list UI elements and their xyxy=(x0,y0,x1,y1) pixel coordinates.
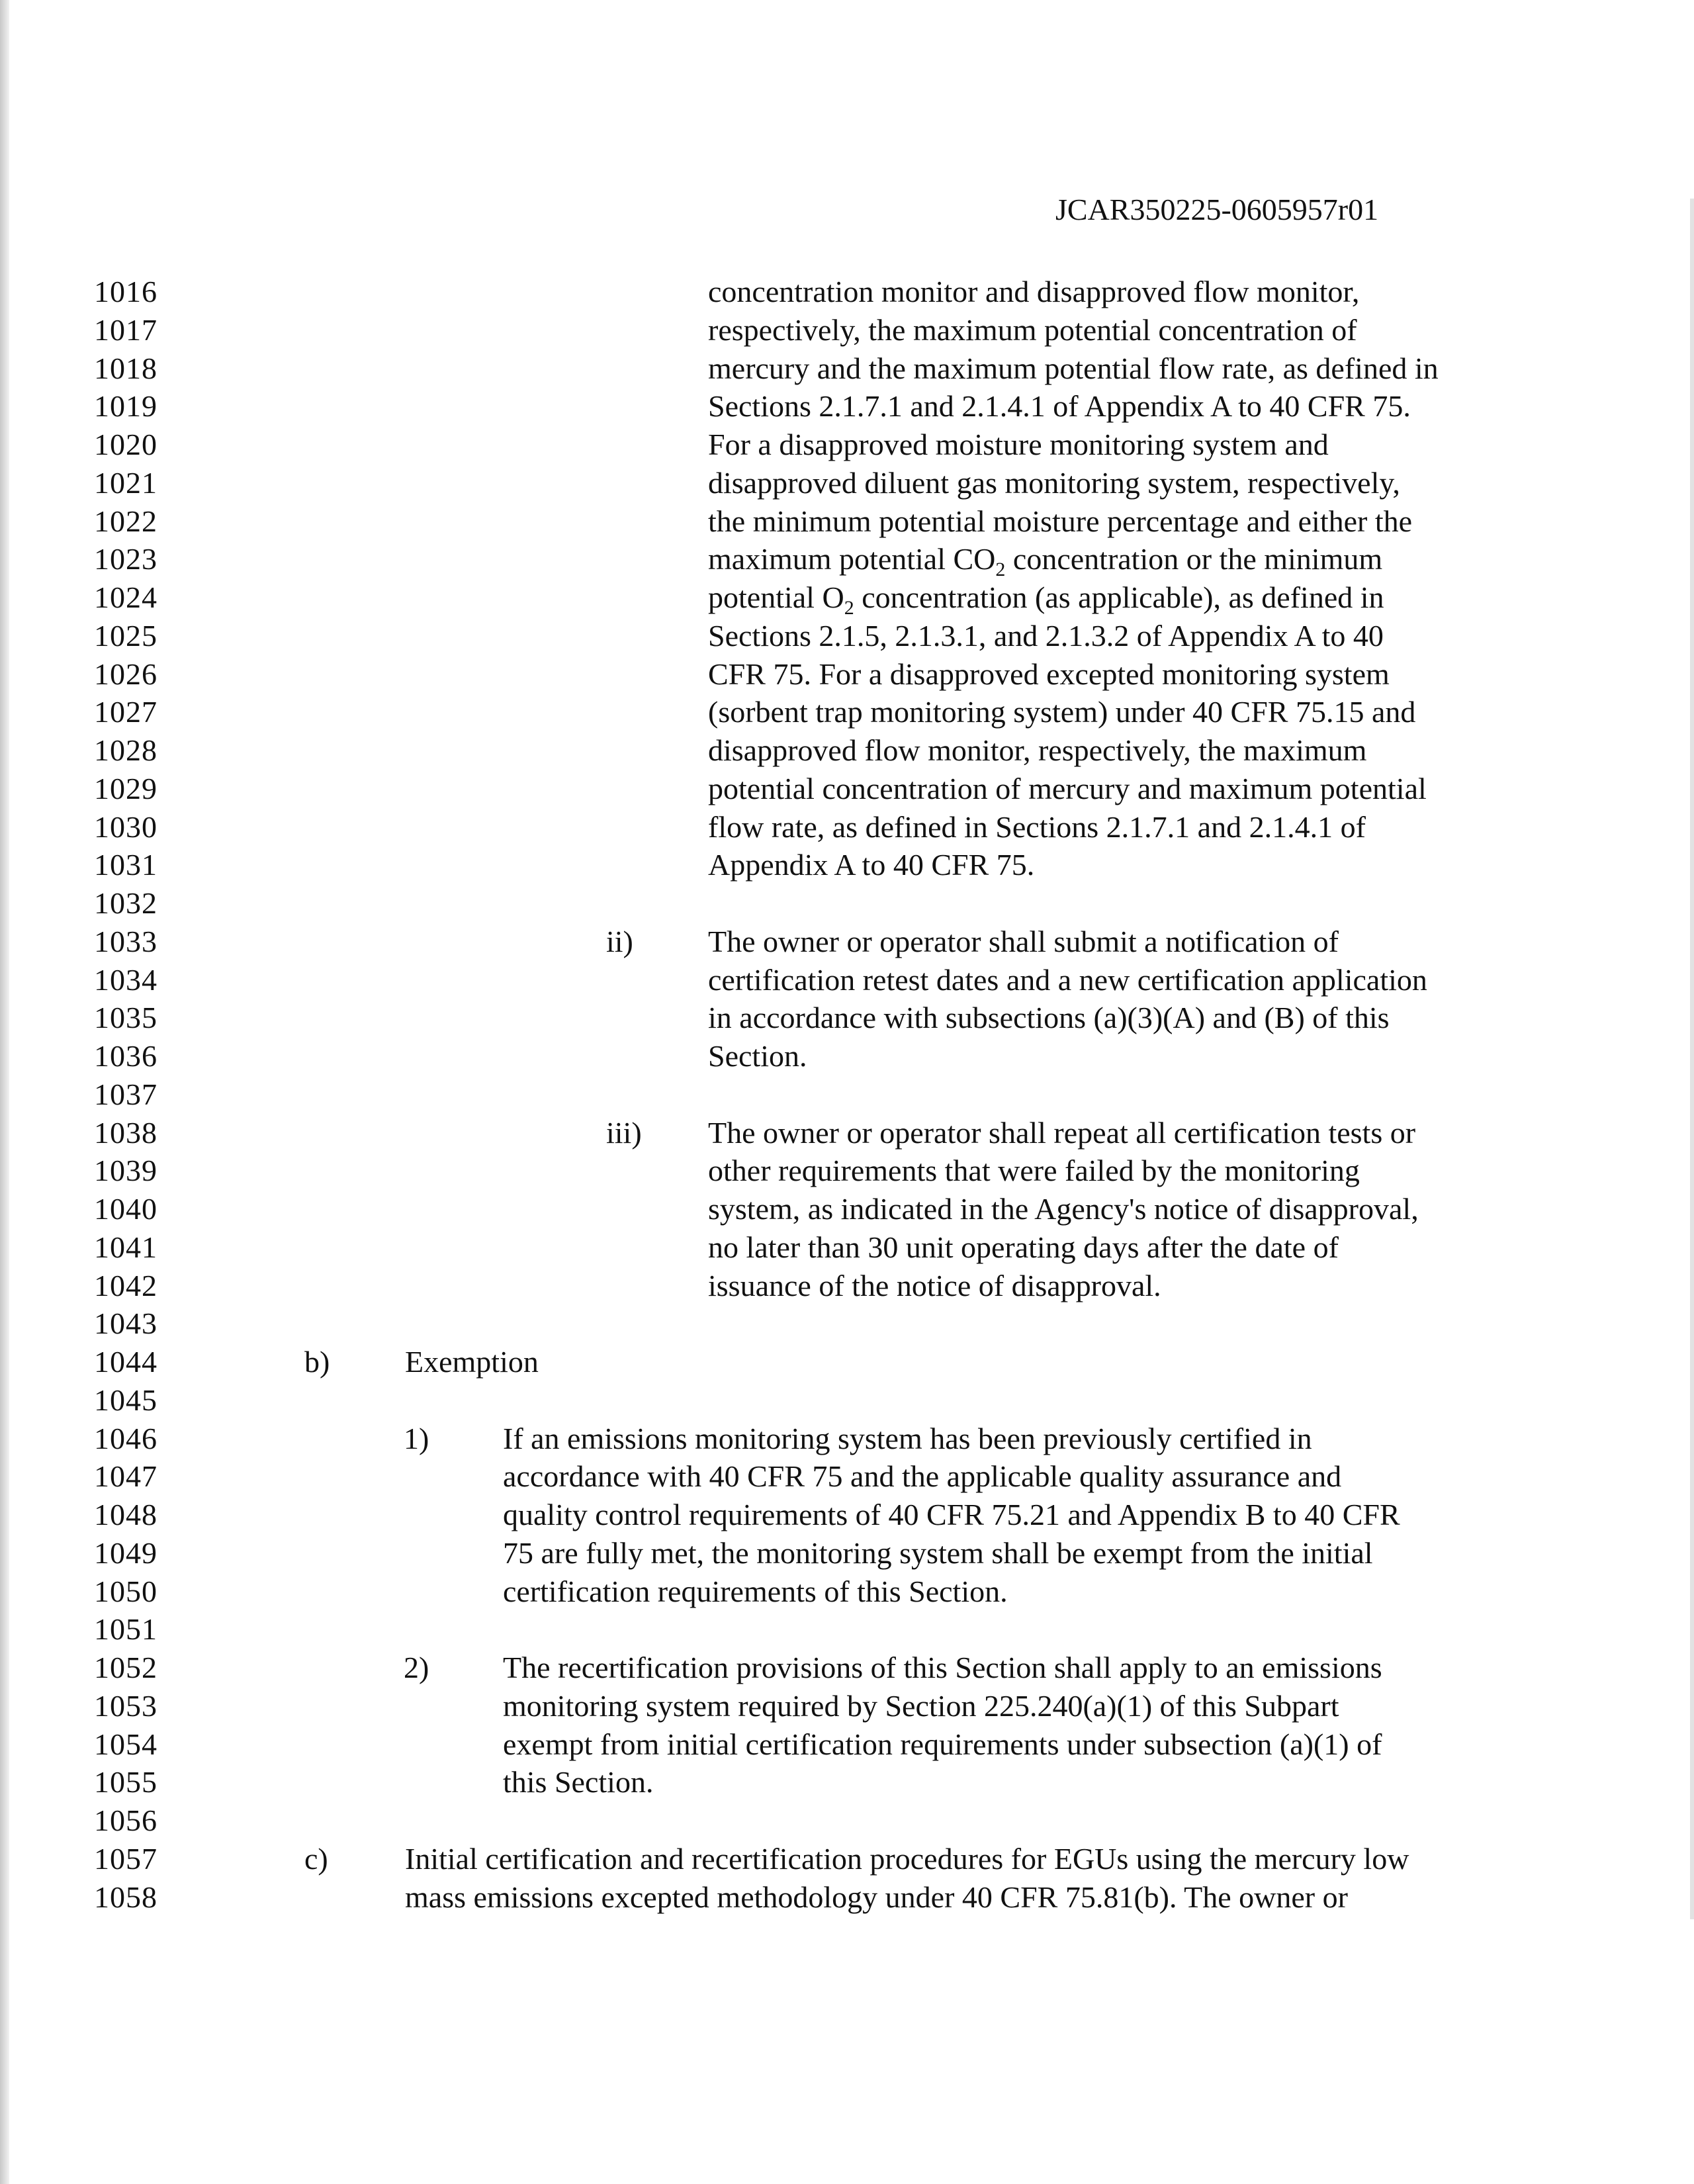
line-text-part: potential O xyxy=(708,580,844,614)
line-number: 1057 xyxy=(94,1841,157,1876)
line-number: 1017 xyxy=(94,312,157,347)
line-text: If an emissions monitoring system has been previously certified in xyxy=(503,1421,1312,1455)
document-line xyxy=(0,464,1694,502)
line-text: Initial certification and recertification procedures for EGUs using the mercury low xyxy=(405,1841,1409,1876)
item-label: c) xyxy=(304,1841,328,1876)
line-number: 1035 xyxy=(94,1001,157,1035)
line-number: 1048 xyxy=(94,1498,157,1531)
line-number: 1054 xyxy=(94,1727,157,1761)
line-number: 1031 xyxy=(94,848,157,882)
line-text: issuance of the notice of disapproval. xyxy=(708,1268,1161,1302)
document-line xyxy=(0,578,1694,617)
line-number: 1016 xyxy=(94,275,157,308)
item-label: 2) xyxy=(404,1651,429,1684)
line-text: system, as indicated in the Agency's notice of disapproval, xyxy=(708,1192,1419,1226)
line-text: For a disapproved moisture monitoring system and xyxy=(708,428,1329,461)
document-line xyxy=(0,1190,1694,1228)
line-number: 1020 xyxy=(94,428,157,461)
line-text: exempt from initial certification requirements under subsection (a)(1) of xyxy=(503,1727,1382,1761)
document-line xyxy=(0,1457,1694,1496)
line-text xyxy=(708,540,1383,581)
line-text: Section. xyxy=(708,1039,807,1073)
item-label: iii) xyxy=(606,1115,642,1150)
document-line xyxy=(0,693,1694,731)
line-text: mass emissions excepted methodology under 40 CFR 75.81(b). The owner or xyxy=(405,1880,1348,1914)
line-number: 1029 xyxy=(94,771,157,805)
line-text: flow rate, as defined in Sections 2.1.7.1 and 2.1.4.1 of xyxy=(708,809,1366,844)
item-label: ii) xyxy=(606,924,633,958)
document-line xyxy=(0,1725,1694,1764)
line-number: 1030 xyxy=(94,809,157,844)
document-line xyxy=(0,1496,1694,1534)
document-line xyxy=(0,1228,1694,1267)
line-text: no later than 30 unit operating days after the date of xyxy=(708,1230,1339,1264)
line-text: Appendix A to 40 CFR 75. xyxy=(708,848,1035,882)
document-line xyxy=(0,923,1694,961)
document-line xyxy=(0,387,1694,426)
line-text: 75 are fully met, the monitoring system shall be exempt from the initial xyxy=(503,1535,1373,1570)
document-line xyxy=(0,1610,1694,1649)
document-line xyxy=(0,1114,1694,1152)
item-label: b) xyxy=(304,1345,330,1379)
line-text: concentration monitor and disapproved flow monitor, xyxy=(708,275,1360,308)
line-text: mercury and the maximum potential flow rate, as defined in xyxy=(708,351,1439,385)
line-number: 1034 xyxy=(94,962,157,997)
line-number: 1044 xyxy=(94,1345,157,1379)
line-text: (sorbent trap monitoring system) under 40 CFR 75.15 and xyxy=(708,695,1416,729)
line-text: monitoring system required by Section 225.240(a)(1) of this Subpart xyxy=(503,1688,1339,1723)
document-line xyxy=(0,1801,1694,1840)
line-number: 1047 xyxy=(94,1459,157,1494)
document-line xyxy=(0,846,1694,884)
line-text: disapproved diluent gas monitoring system, respectively, xyxy=(708,465,1400,500)
line-number: 1039 xyxy=(94,1154,157,1188)
line-text: quality control requirements of 40 CFR 75.21 and Appendix B to 40 CFR xyxy=(503,1498,1400,1531)
line-number: 1019 xyxy=(94,389,157,424)
line-number: 1026 xyxy=(94,657,157,691)
document-line xyxy=(0,1840,1694,1878)
line-number: 1018 xyxy=(94,351,157,385)
document-id: JCAR350225-0605957r01 xyxy=(1055,193,1379,226)
document-line xyxy=(0,1343,1694,1381)
document-line xyxy=(0,655,1694,694)
document-line xyxy=(0,731,1694,770)
document-line xyxy=(0,273,1694,311)
line-text: disapproved flow monitor, respectively, the maximum xyxy=(708,733,1367,767)
line-text: certification requirements of this Section. xyxy=(503,1574,1008,1608)
line-number: 1038 xyxy=(94,1115,157,1150)
line-number: 1040 xyxy=(94,1192,157,1226)
document-line xyxy=(0,1037,1694,1075)
document-line xyxy=(0,540,1694,581)
document-line xyxy=(0,961,1694,999)
document-line xyxy=(0,1649,1694,1687)
line-number: 1037 xyxy=(94,1077,157,1111)
line-number: 1049 xyxy=(94,1535,157,1570)
line-number: 1050 xyxy=(94,1574,157,1608)
line-number: 1053 xyxy=(94,1688,157,1723)
line-text: in accordance with subsections (a)(3)(A) and (B) of this xyxy=(708,1001,1390,1035)
line-number: 1055 xyxy=(94,1765,157,1799)
item-label: 1) xyxy=(404,1421,429,1455)
line-text: respectively, the maximum potential concentration of xyxy=(708,312,1357,347)
document-line xyxy=(0,1304,1694,1343)
line-text: Sections 2.1.7.1 and 2.1.4.1 of Appendix A to 40 CFR 75. xyxy=(708,389,1411,424)
line-text: Sections 2.1.5, 2.1.3.1, and 2.1.3.2 of Appendix A to 40 xyxy=(708,618,1384,653)
document-line xyxy=(0,1878,1694,1917)
line-number: 1023 xyxy=(94,542,157,576)
line-text: certification retest dates and a new certification application xyxy=(708,962,1427,997)
line-number: 1046 xyxy=(94,1421,157,1455)
document-line xyxy=(0,1687,1694,1725)
line-number: 1025 xyxy=(94,618,157,653)
line-text: the minimum potential moisture percentage and either the xyxy=(708,504,1413,538)
line-number: 1045 xyxy=(94,1383,157,1417)
document-line xyxy=(0,770,1694,808)
line-number: 1032 xyxy=(94,886,157,920)
document-line xyxy=(0,426,1694,464)
line-text: CFR 75. For a disapproved excepted monitoring system xyxy=(708,657,1390,691)
document-line xyxy=(0,311,1694,349)
document-line xyxy=(0,1572,1694,1611)
document-line xyxy=(0,1075,1694,1114)
line-number: 1051 xyxy=(94,1612,157,1647)
line-number: 1021 xyxy=(94,465,157,500)
line-text: other requirements that were failed by the monitoring xyxy=(708,1154,1360,1188)
line-text-part: concentration (as applicable), as defined in xyxy=(854,580,1384,614)
document-line xyxy=(0,617,1694,655)
document-line xyxy=(0,884,1694,923)
line-number: 1056 xyxy=(94,1803,157,1837)
line-text-part: concentration or the minimum xyxy=(1005,542,1383,576)
line-number: 1052 xyxy=(94,1651,157,1684)
subscript: 2 xyxy=(844,597,854,619)
line-number: 1024 xyxy=(94,580,157,614)
document-line xyxy=(0,1267,1694,1305)
line-number: 1042 xyxy=(94,1268,157,1302)
document-line xyxy=(0,502,1694,541)
subscript: 2 xyxy=(995,559,1006,581)
line-text: this Section. xyxy=(503,1765,654,1799)
document-line xyxy=(0,1152,1694,1190)
line-number: 1043 xyxy=(94,1306,157,1341)
document-line xyxy=(0,808,1694,846)
line-number: 1033 xyxy=(94,924,157,958)
document-line xyxy=(0,1763,1694,1801)
line-number: 1022 xyxy=(94,504,157,538)
document-line xyxy=(0,1534,1694,1572)
line-text: accordance with 40 CFR 75 and the applicable quality assurance and xyxy=(503,1459,1342,1494)
line-text xyxy=(708,578,1384,617)
line-text: The recertification provisions of this Section shall apply to an emissions xyxy=(503,1651,1382,1684)
line-text: potential concentration of mercury and maximum potential xyxy=(708,771,1427,805)
line-text: The owner or operator shall submit a notification of xyxy=(708,924,1339,958)
line-number: 1036 xyxy=(94,1039,157,1073)
document-line xyxy=(0,999,1694,1037)
line-number: 1041 xyxy=(94,1230,157,1264)
line-text-part: maximum potential CO xyxy=(708,542,996,576)
document-line xyxy=(0,1420,1694,1458)
line-number: 1027 xyxy=(94,695,157,729)
line-number: 1028 xyxy=(94,733,157,767)
document-line xyxy=(0,349,1694,388)
line-text: The owner or operator shall repeat all certification tests or xyxy=(708,1115,1416,1150)
document-line xyxy=(0,1381,1694,1420)
line-number: 1058 xyxy=(94,1880,157,1914)
line-text: Exemption xyxy=(405,1345,539,1379)
